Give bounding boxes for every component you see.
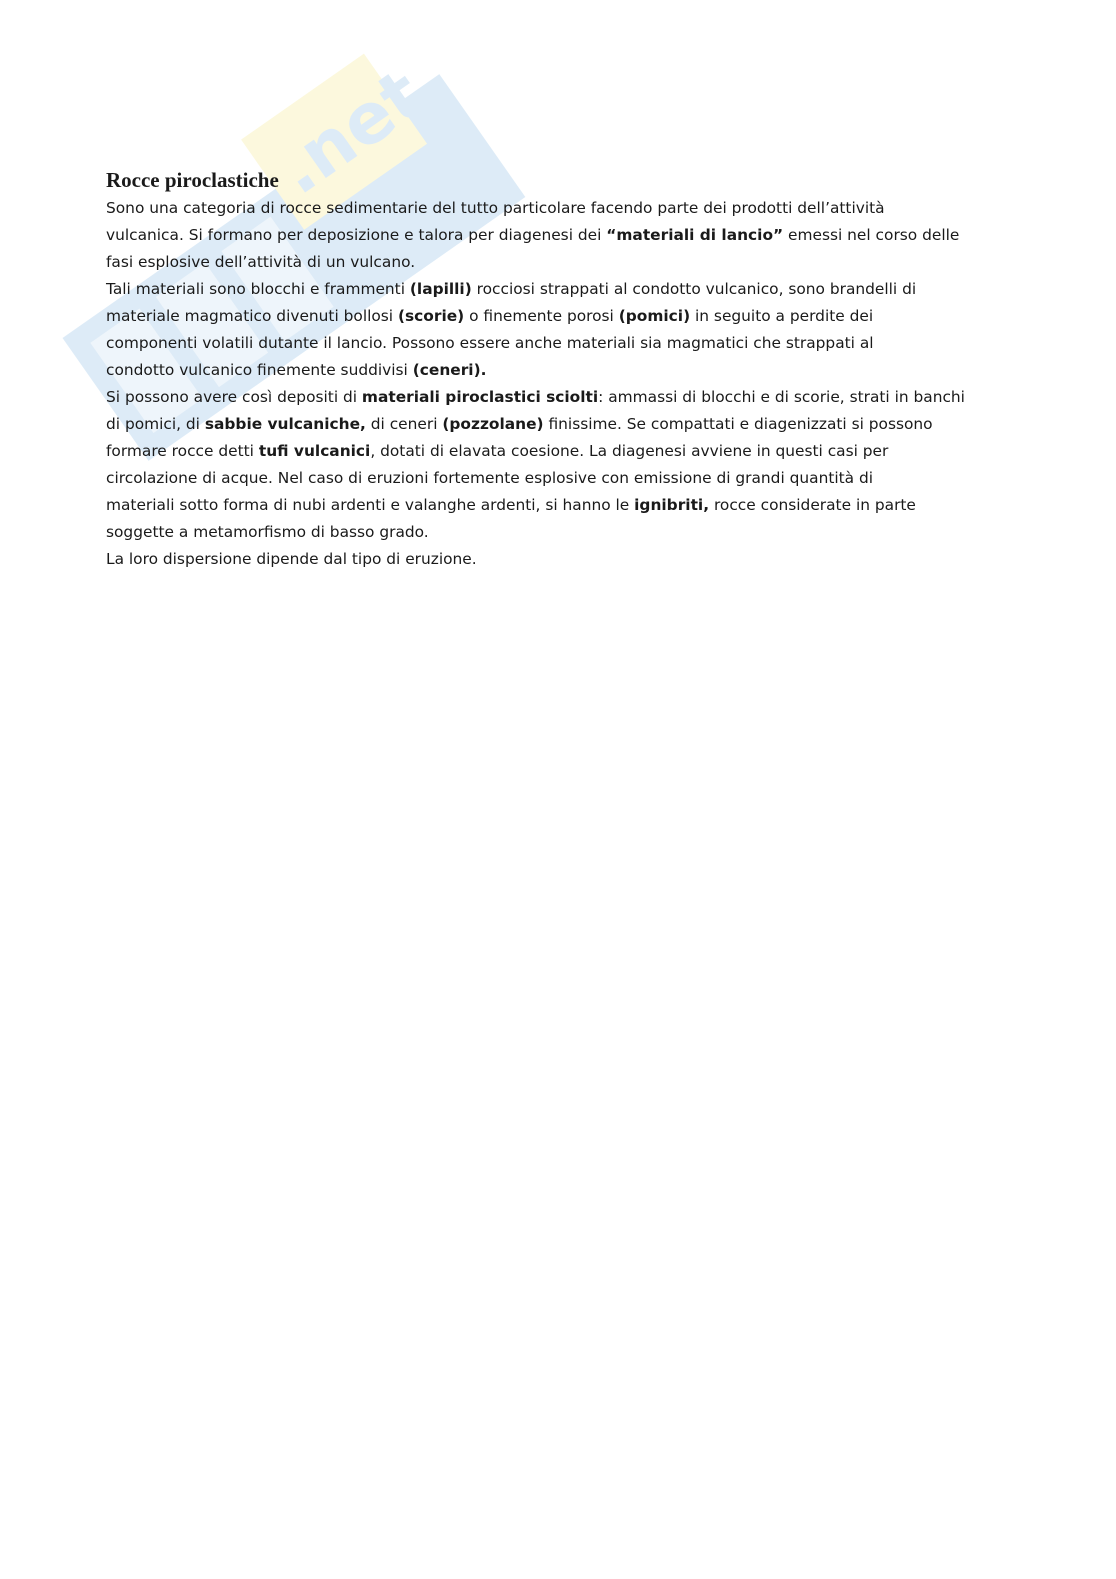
bold-term: (lapilli) [409,280,472,298]
text-line: condotto vulcanico finemente suddivisi (ceneri). [106,361,487,379]
bold-term: “materiali di lancio” [606,226,784,244]
watermark-text: .net [261,53,438,211]
text-line: di pomici, di sabbie vulcaniche, di ceneri (pozzolane) finissime. Se compattati e diagenizzati si possono [106,415,933,433]
text-line: componenti volatili dutante il lancio. Possono essere anche materiali sia magmatici che strappati al [106,334,874,352]
bold-term: ignibriti, [634,496,710,514]
bold-term: tufi vulcanici [258,442,371,460]
bold-term: (pozzolane) [442,415,544,433]
bold-term: (scorie) [397,307,465,325]
text-line: La loro dispersione dipende dal tipo di eruzione. [106,550,477,568]
text-line: soggette a metamorfismo di basso grado. [106,523,429,541]
text-line: circolazione di acque. Nel caso di eruzioni fortemente esplosive con emissione di grandi quantità di [106,469,874,487]
bold-term: (ceneri). [412,361,487,379]
text-line: Tali materiali sono blocchi e frammenti (lapilli) rocciosi strappati al condotto vulcanico, sono brandelli di [106,280,917,298]
text-line: fasi esplosive dell’attività di un vulcano. [106,253,416,271]
document-content [106,168,1006,573]
bold-term: materiali piroclastici sciolti [361,388,599,406]
section-title: Rocce piroclastiche [106,168,279,192]
bold-term: (pomici) [618,307,691,325]
text-line: formare rocce detti tufi vulcanici, dotati di elavata coesione. La diagenesi avviene in questi casi per [106,442,889,460]
text-line: Sono una categoria di rocce sedimentarie del tutto particolare facendo parte dei prodotti dell’attività [106,199,885,217]
text-line: materiali sotto forma di nubi ardenti e valanghe ardenti, si hanno le ignibriti, rocce considerate in parte [106,496,916,514]
bold-term: sabbie vulcaniche, [204,415,366,433]
body-paragraph [106,195,1006,573]
text-line: Si possono avere così depositi di materiali piroclastici sciolti: ammassi di blocchi e di scorie, strati in banchi [106,388,965,406]
text-line: materiale magmatico divenuti bollosi (scorie) o finemente porosi (pomici) in seguito a perdite dei [106,307,874,325]
text-line: vulcanica. Si formano per deposizione e talora per diagenesi dei “materiali di lancio” emessi nel corso delle [106,226,960,244]
